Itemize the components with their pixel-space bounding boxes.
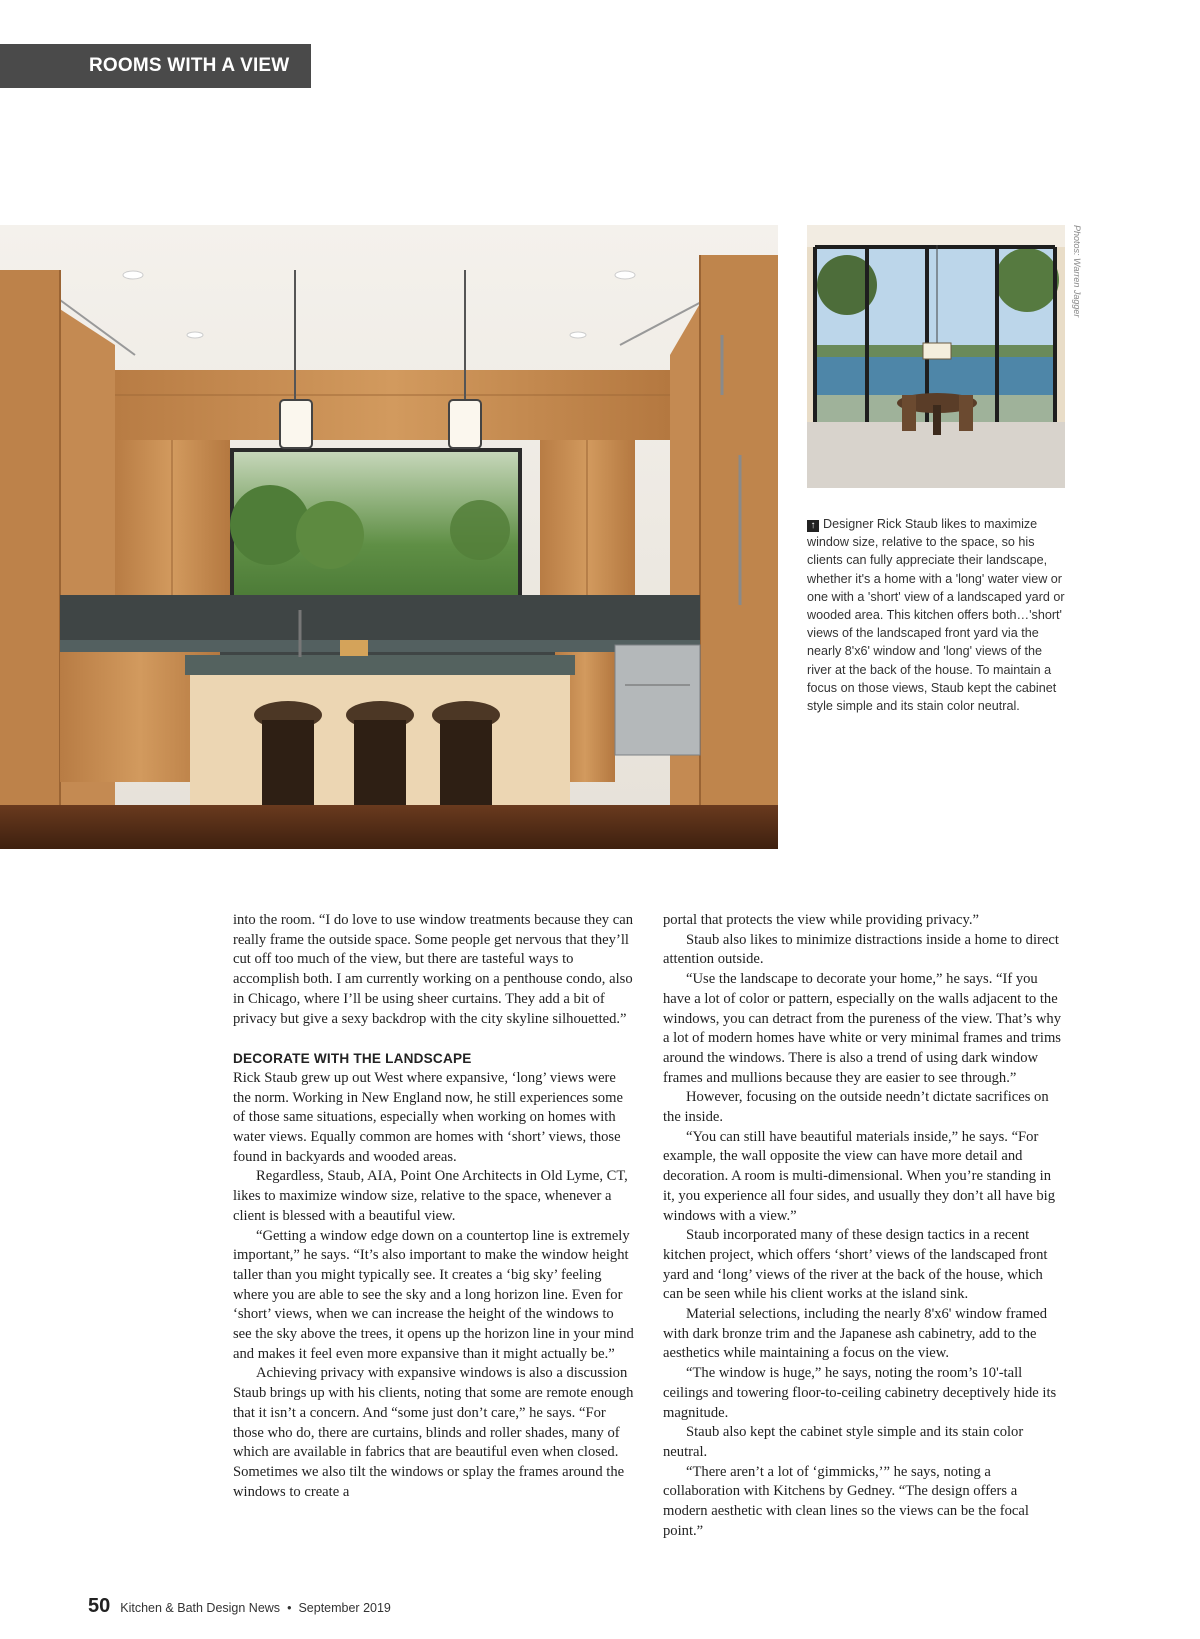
paragraph: portal that protects the view while providing privacy.” [663,912,979,928]
photo-credit: Photos: Warren Jagger [1072,225,1082,318]
paragraph: Rick Staub grew up out West where expansive, ‘long’ views were the norm. Working in New England now, he still experiences some of those same situations, especially when working on homes with water views. Equally common are homes with ‘short’ views, those found in backyards and wooded areas. [233,1069,623,1165]
article-column-2 [663,911,1065,1542]
paragraph: Staub also likes to minimize distractions inside a home to direct attention outside. [663,931,1059,968]
issue-date: September 2019 [298,1601,391,1615]
subhead: DECORATE WITH THE LANDSCAPE [233,1051,472,1067]
arrow-up-icon: ↑ [807,520,819,532]
paragraph: “Getting a window edge down on a countertop line is extremely important,” he says. “It’s also important to make the window height taller than you might typically see. It creates a ‘big sky’ feeling where you are able to see the sky and a long horizon line. Even for ‘short’ views, when we can increase the height of the windows to see the sky above the trees, it opens up the horizon line in your mind and makes it feel even more expansive than it might actually be.” [233,1227,634,1362]
paragraph: Achieving privacy with expansive windows is also a discussion Staub brings up with his clients, noting that some are remote enough that it isn’t a concern. And “some just don’t care,” he says. “For those who do, there are curtains, blinds and roller shades, many of which are available in fabrics that are beautiful even when closed. Sometimes we also tilt the windows or splay the frames around the windows to create a [233,1365,634,1500]
kitchen-photo [0,225,778,849]
publication-name: Kitchen & Bath Design News [120,1601,281,1615]
paragraph: into the room. “I do love to use window treatments because they can really frame the outside space. Some people get nervous that they’ll cut off too much of the view, but there are tasteful ways to accomplish both. I am currently working on a penthouse condo, also in Chicago, where I’ll be using sheer curtains. They add a bit of privacy but give a sexy backdrop with the city skyline silhouetted.” [233,912,633,1027]
paragraph: Regardless, Staub, AIA, Point One Architects in Old Lyme, CT, likes to maximize window size, relative to the space, whenever a client is blessed with a beautiful view. [233,1168,628,1224]
article-column-1 [233,911,635,1502]
paragraph: “The window is huge,” he says, noting the room’s 10'-tall ceilings and towering floor-to-ceiling cabinetry deceptively hide its magnitude. [663,1365,1057,1421]
caption-text: Designer Rick Staub likes to maximize window size, relative to the space, so his clients can fully appreciate their landscape, whether it's a home with a 'long' water view or one with a 'short' view of a landscaped yard or wooded area. This kitchen offers both…'short' views of the landscaped front yard via the nearly 8'x6' window and 'long' views of the river at the back of the house. To maintain a focus on those views, Staub kept the cabinet style simple and its stain color neutral. [807,517,1065,714]
section-label: ROOMS WITH A VIEW [0,44,311,88]
paragraph: “Use the landscape to decorate your home,” he says. “If you have a lot of color or pattern, especially on the walls adjacent to the windows, you can detract from the pureness of the view. That’s why a lot of modern homes have white or very minimal frames and trims around the windows. There is also a trend of using dark window frames and mullions because they are easier to see through.” [663,971,1061,1086]
paragraph: Material selections, including the nearly 8'x6' window framed with dark bronze trim and the Japanese ash cabinetry, add to the aesthetics while maintaining a focus on the view. [663,1306,1048,1362]
paragraph: Staub incorporated many of these design tactics in a recent kitchen project, which offers ‘short’ views of the landscaped front yard and ‘long’ views of the river at the back of the house, which can be seen while his client works at the island sink. [663,1227,1048,1303]
paragraph: “You can still have beautiful materials inside,” he says. “For example, the wall opposite the view can have more detail and decoration. A room is multi-dimensional. When you’re standing in it, you experience all four sides, and usually they don’t all have big windows with a view.” [663,1128,1056,1224]
footer-bullet: • [287,1601,292,1615]
dining-photo [807,225,1065,488]
page-number: 50 [88,1595,111,1617]
photo-caption [807,515,1065,715]
paragraph: “There aren’t a lot of ‘gimmicks,’” he says, noting a collaboration with Kitchens by Gedney. “The design offers a modern aesthetic with clean lines so the views can be the focal point.” [663,1463,1029,1539]
paragraph: Staub also kept the cabinet style simple and its stain color neutral. [663,1424,1024,1460]
page-footer [88,1595,391,1618]
paragraph: However, focusing on the outside needn’t dictate sacrifices on the inside. [663,1089,1049,1126]
